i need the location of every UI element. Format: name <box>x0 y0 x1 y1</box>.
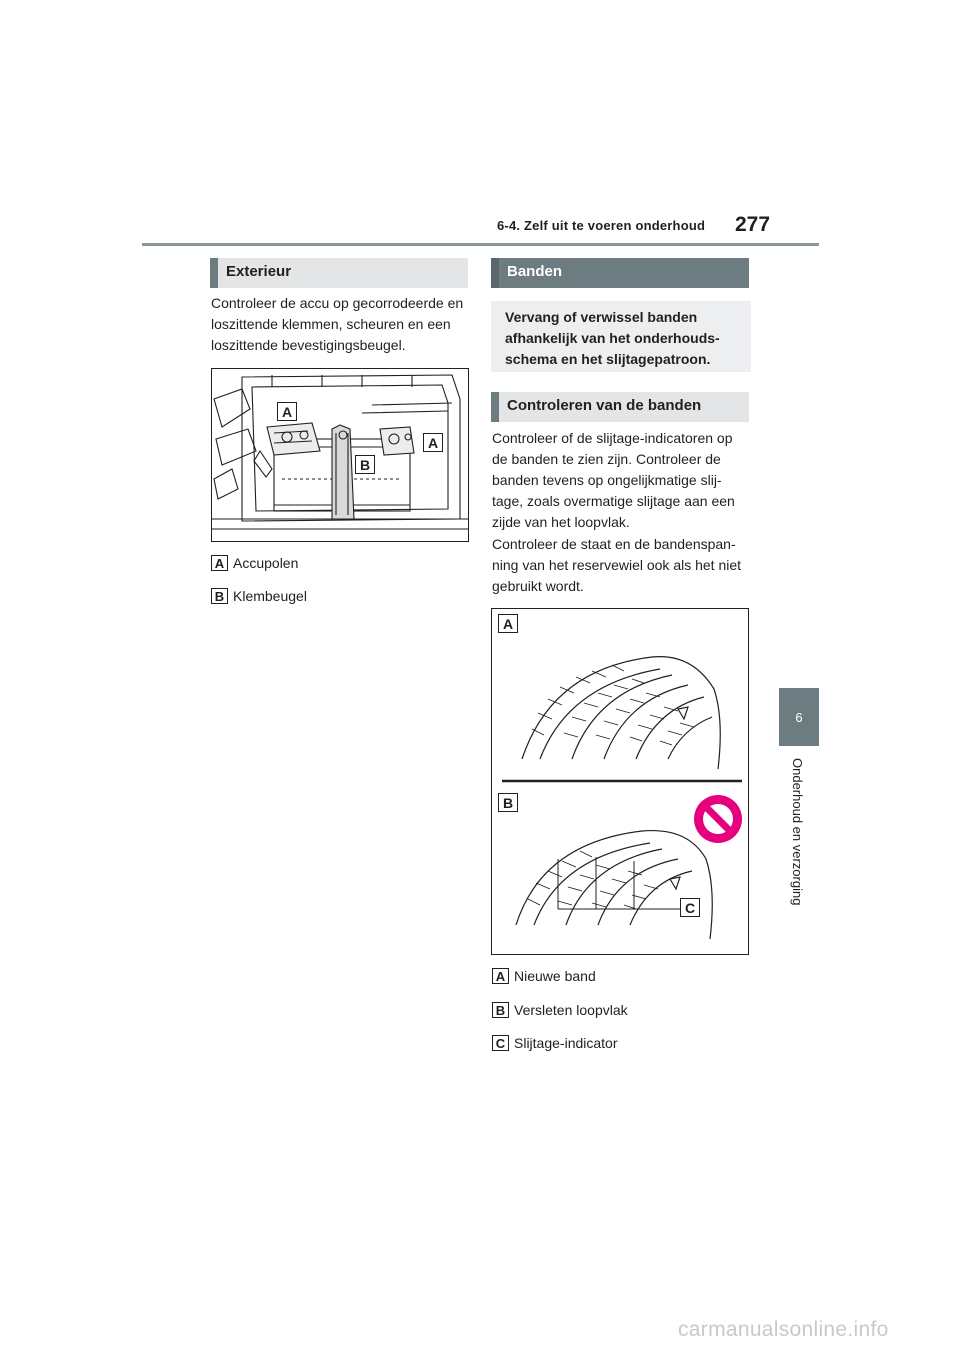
legend-letter: B <box>492 1002 509 1018</box>
tire-figure <box>491 608 749 955</box>
prohibited-icon <box>694 795 742 843</box>
legend-item-wear-indicator <box>492 1034 618 1052</box>
figure-label-b: B <box>355 455 375 474</box>
figure-label-a-right: A <box>423 433 443 452</box>
legend-letter: A <box>211 555 228 571</box>
figure-label-new-tire: A <box>498 614 518 633</box>
legend-letter: B <box>211 588 228 604</box>
chapter-tab[interactable] <box>779 688 819 746</box>
legend-text: Slijtage-indicator <box>514 1035 618 1051</box>
chapter-title: Onderhoud en verzorging <box>790 758 805 906</box>
legend-text: Versleten loopvlak <box>514 1002 628 1018</box>
heading-banden: Banden <box>491 258 749 288</box>
figure-label-worn-tire: B <box>498 793 518 812</box>
legend-item-new-tire <box>492 967 596 985</box>
legend-text: Accupolen <box>233 555 299 571</box>
legend-text: Nieuwe band <box>514 968 596 984</box>
page-number: 277 <box>735 213 771 236</box>
tire-replacement-note: Vervang of verwissel banden afhankelijk van het onderhouds-schema en het slijtagepatroon. <box>491 301 751 372</box>
legend-item-b <box>211 587 307 605</box>
header-divider <box>142 243 819 246</box>
heading-exterieur: Exterieur <box>210 258 468 288</box>
wear-indicator-paragraph: Controleer of de slijtage-indicatoren op de banden te zien zijn. Controleer de banden tevens op ongelijkmatige slij-tage, zoals overmatige slijtage aan een zijde van het loopvlak. <box>492 430 735 530</box>
heading-controleren-banden: Controleren van de banden <box>491 392 749 422</box>
legend-text: Klembeugel <box>233 588 307 604</box>
legend-letter: C <box>492 1035 509 1051</box>
battery-check-paragraph: Controleer de accu op gecorrodeerde en loszittende klemmen, scheuren en een loszittende bevestigingsbeugel. <box>211 295 464 353</box>
chapter-number: 6 <box>795 709 803 725</box>
section-title: 6-4. Zelf uit te voeren onderhoud <box>497 218 706 233</box>
legend-item-a <box>211 554 298 572</box>
figure-label-wear-indicator: C <box>680 898 700 917</box>
figure-label-a-left: A <box>277 402 297 421</box>
battery-illustration <box>212 369 468 541</box>
battery-figure <box>211 368 469 542</box>
watermark: carmanualsonline.info <box>678 1318 889 1341</box>
legend-letter: A <box>492 968 509 984</box>
legend-item-worn-tread <box>492 1001 628 1019</box>
spare-tire-paragraph: Controleer de staat en de bandenspan-ning van het reservewiel ook als het niet gebruikt wordt. <box>492 536 742 594</box>
tire-illustration <box>492 609 748 954</box>
